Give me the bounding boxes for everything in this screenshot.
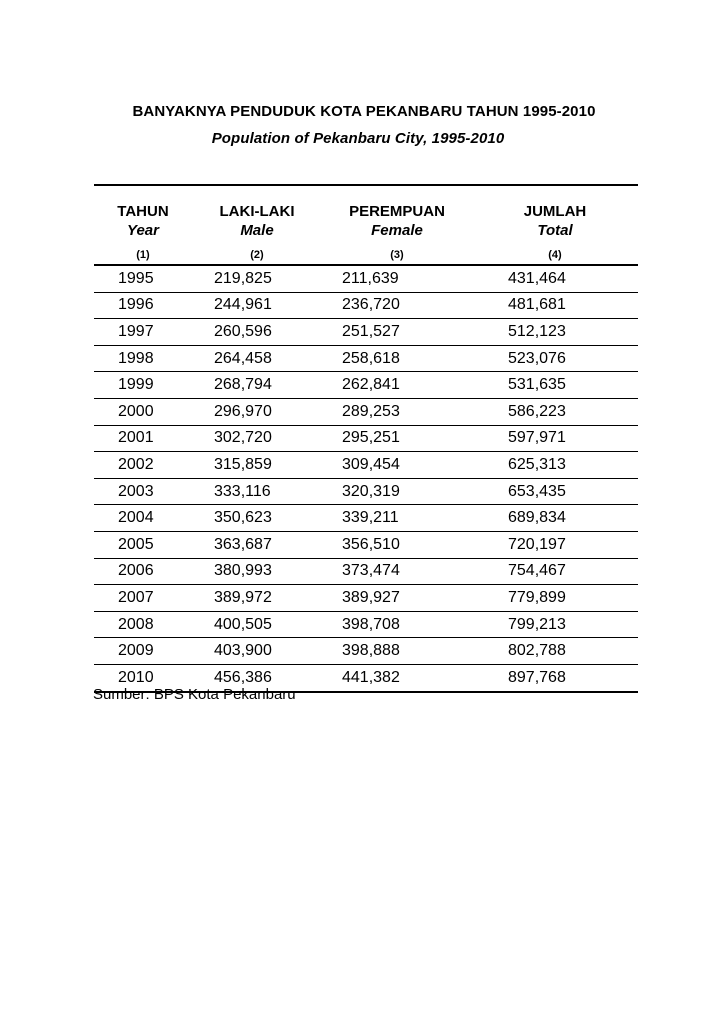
cell-female: 211,639 [322, 265, 472, 292]
header-year-id: TAHUN [94, 185, 192, 222]
cell-total: 802,788 [472, 638, 638, 665]
table-row [94, 319, 638, 346]
cell-female: 320,319 [322, 478, 472, 505]
cell-year: 2000 [94, 398, 192, 425]
table-row [94, 505, 638, 532]
cell-female: 398,888 [322, 638, 472, 665]
table-row [94, 611, 638, 638]
cell-year: 1995 [94, 265, 192, 292]
cell-male: 244,961 [192, 292, 322, 319]
header-row-english [94, 222, 638, 246]
cell-year: 1999 [94, 372, 192, 399]
cell-female: 251,527 [322, 319, 472, 346]
cell-male: 403,900 [192, 638, 322, 665]
cell-year: 2006 [94, 558, 192, 585]
table-row [94, 425, 638, 452]
table-row [94, 345, 638, 372]
cell-year: 2001 [94, 425, 192, 452]
cell-female: 262,841 [322, 372, 472, 399]
table-row [94, 585, 638, 612]
cell-female: 356,510 [322, 531, 472, 558]
header-male-num: (2) [192, 246, 322, 265]
cell-year: 2002 [94, 452, 192, 479]
cell-female: 295,251 [322, 425, 472, 452]
cell-total: 512,123 [472, 319, 638, 346]
cell-total: 481,681 [472, 292, 638, 319]
table-row [94, 452, 638, 479]
cell-total: 897,768 [472, 664, 638, 691]
cell-year: 1998 [94, 345, 192, 372]
cell-male: 264,458 [192, 345, 322, 372]
cell-year: 2009 [94, 638, 192, 665]
page-subtitle: Population of Pekanbaru City, 1995-2010 [211, 130, 505, 147]
cell-total: 431,464 [472, 265, 638, 292]
cell-year: 1997 [94, 319, 192, 346]
cell-female: 289,253 [322, 398, 472, 425]
header-total-en: Total [537, 222, 573, 239]
cell-male: 363,687 [192, 531, 322, 558]
cell-total: 799,213 [472, 611, 638, 638]
header-female-num: (3) [322, 246, 472, 265]
cell-female: 309,454 [322, 452, 472, 479]
cell-male: 302,720 [192, 425, 322, 452]
cell-female: 441,382 [322, 664, 472, 691]
table-row [94, 372, 638, 399]
cell-male: 456,386 [192, 664, 322, 691]
cell-year: 2004 [94, 505, 192, 532]
cell-total: 523,076 [472, 345, 638, 372]
cell-total: 779,899 [472, 585, 638, 612]
table-row [94, 398, 638, 425]
page-title: BANYAKNYA PENDUDUK KOTA PEKANBARU TAHUN 1995-2010 [132, 103, 596, 120]
cell-total: 754,467 [472, 558, 638, 585]
header-year-en: Year [127, 222, 159, 239]
cell-male: 219,825 [192, 265, 322, 292]
header-total-id: JUMLAH [472, 185, 638, 222]
cell-total: 586,223 [472, 398, 638, 425]
header-row-indonesian [94, 185, 638, 222]
table-row [94, 292, 638, 319]
cell-male: 380,993 [192, 558, 322, 585]
cell-male: 333,116 [192, 478, 322, 505]
header-female-id: PEREMPUAN [322, 185, 472, 222]
table-row [94, 638, 638, 665]
cell-male: 315,859 [192, 452, 322, 479]
table-row [94, 558, 638, 585]
cell-year: 2005 [94, 531, 192, 558]
cell-female: 236,720 [322, 292, 472, 319]
table-row [94, 265, 638, 292]
cell-year: 2010 [94, 664, 192, 691]
cell-total: 653,435 [472, 478, 638, 505]
cell-female: 373,474 [322, 558, 472, 585]
header-male-en: Male [240, 222, 274, 239]
cell-male: 260,596 [192, 319, 322, 346]
source-note: Sumber: BPS Kota Pekanbaru [93, 686, 296, 703]
cell-total: 720,197 [472, 531, 638, 558]
cell-female: 398,708 [322, 611, 472, 638]
header-female-en: Female [371, 222, 423, 239]
population-table [94, 184, 638, 693]
cell-male: 389,972 [192, 585, 322, 612]
cell-male: 400,505 [192, 611, 322, 638]
header-male-id: LAKI-LAKI [192, 185, 322, 222]
table-body [94, 265, 638, 692]
cell-female: 389,927 [322, 585, 472, 612]
population-table-container [94, 184, 638, 693]
table-row [94, 478, 638, 505]
cell-female: 339,211 [322, 505, 472, 532]
cell-year: 1996 [94, 292, 192, 319]
cell-female: 258,618 [322, 345, 472, 372]
cell-year: 2007 [94, 585, 192, 612]
cell-year: 2008 [94, 611, 192, 638]
header-row-column-numbers [94, 246, 638, 265]
header-year-num: (1) [94, 246, 192, 265]
cell-year: 2003 [94, 478, 192, 505]
cell-male: 268,794 [192, 372, 322, 399]
table-header [94, 185, 638, 265]
cell-total: 531,635 [472, 372, 638, 399]
cell-male: 350,623 [192, 505, 322, 532]
header-total-num: (4) [472, 246, 638, 265]
cell-total: 625,313 [472, 452, 638, 479]
cell-total: 689,834 [472, 505, 638, 532]
cell-total: 597,971 [472, 425, 638, 452]
table-row [94, 531, 638, 558]
cell-male: 296,970 [192, 398, 322, 425]
